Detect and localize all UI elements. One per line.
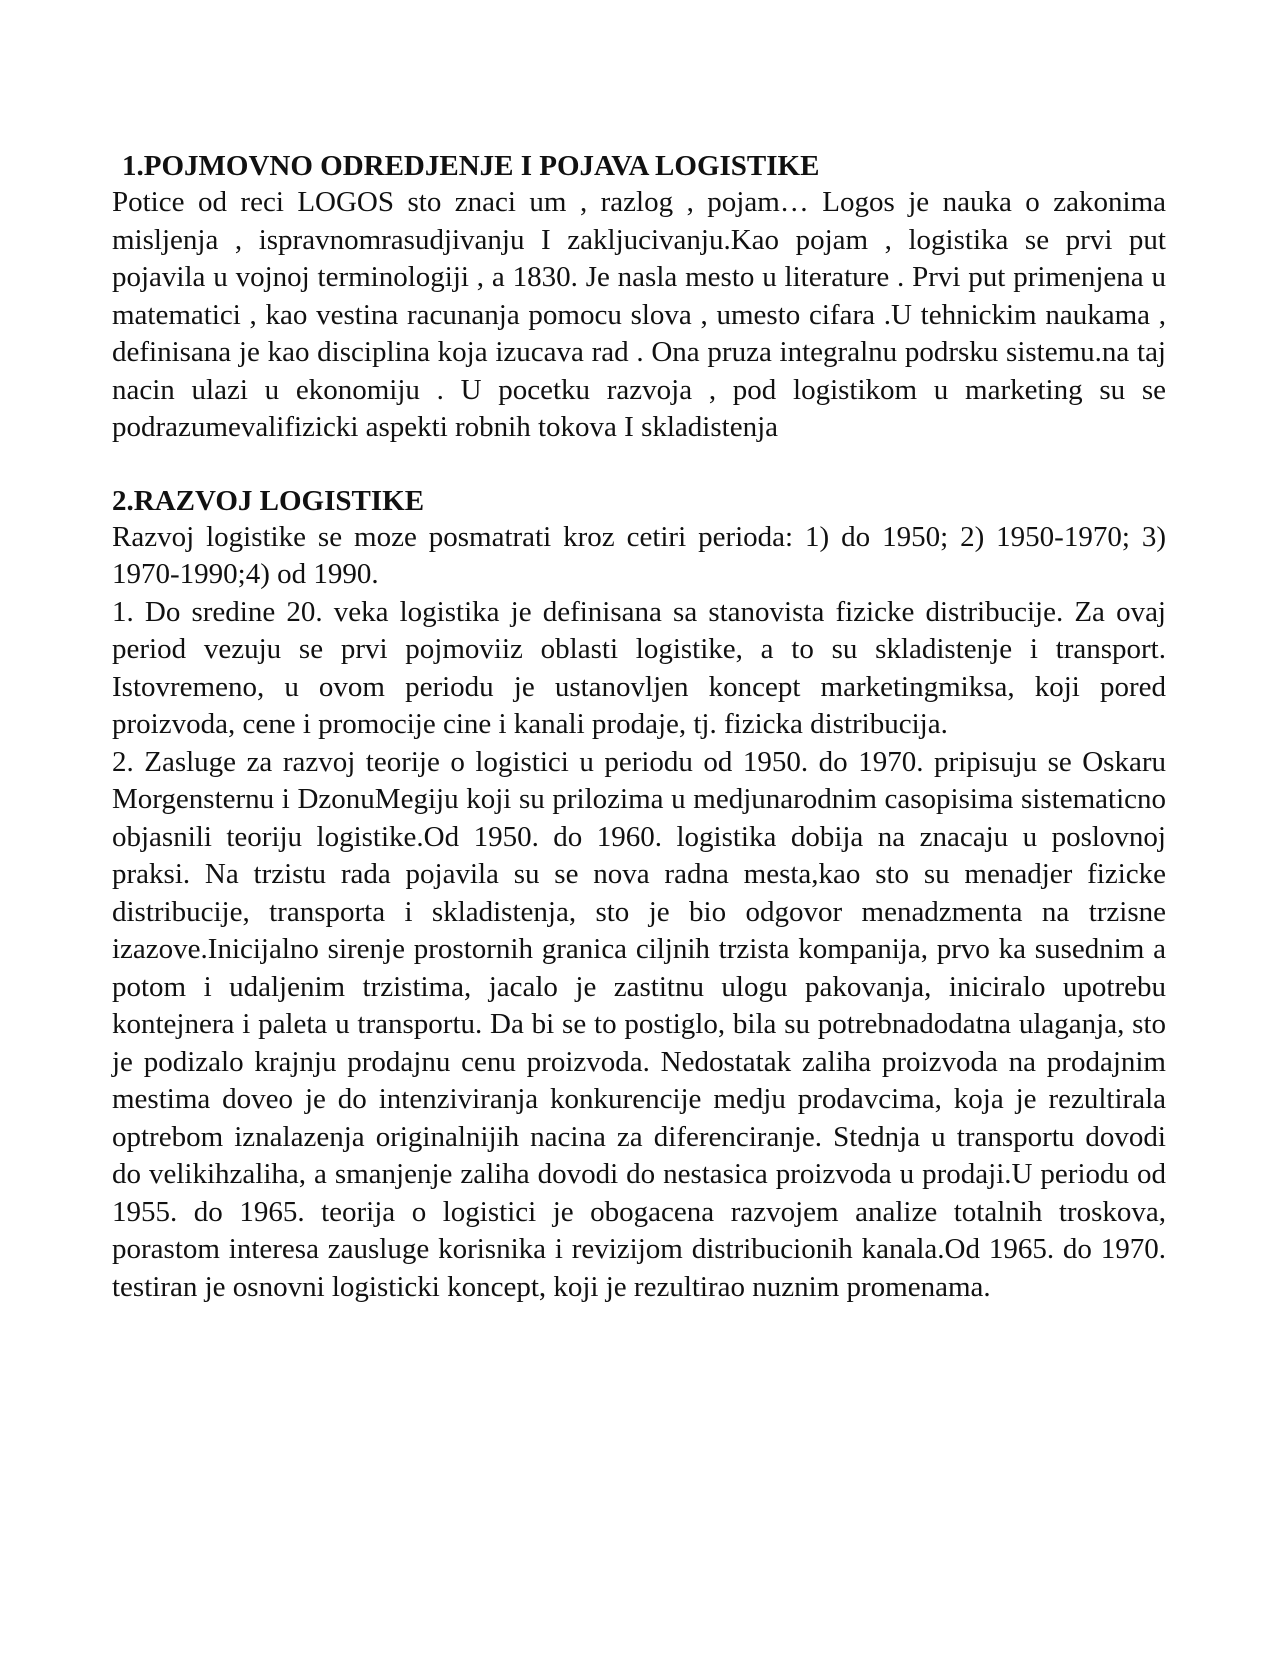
section-2-heading: 2.RAZVOJ LOGISTIKE: [112, 484, 425, 517]
section-1-heading: 1.POJMOVNO ODREDJENJE I POJAVA LOGISTIKE: [122, 150, 820, 182]
document-page: [112, 148, 1166, 1306]
section-2-period-2-paragraph: 2. Zasluge za razvoj teorije o logistici u periodu od 1950. do 1970. pripisuju se Oskaru Morgensternu i DzonuMegiju koji su prilozima u medjunarodnim casopisima sistematicno objasnili teoriju logistike.Od 1950. do 1960. logistika dobija na znacaju u poslovnoj praksi. Na trzistu rada pojavila su se nova radna mesta,kao sto su menadjer fizicke distribucije, transporta i skladistenja, sto je bio odgovor menadzmenta na trzisne izazove.Inicijalno sirenje prostornih granica ciljnih trzista kompanija, prvo ka susednim a potom i udaljenim trzistima, jacalo je zastitnu ulogu pakovanja, iniciralo upotrebu kontejnera i paleta u transportu. Da bi se to postiglo, bila su potrebnadodatna ulaganja, sto je podizalo krajnju prodajnu cenu proizvoda. Nedostatak zaliha proizvoda na prodajnim mestima doveo je do intenziviranja konkurencije medju prodavcima, koja je rezultirala optrebom iznalazenja originalnijih nacina za diferenciranje. Stednja u transportu dovodi do velikihzaliha, a smanjenje zaliha dovodi do nestasica proizvoda u prodaji.U periodu od 1955. do 1965. teorija o logistici je obogacena razvojem analize totalnih troskova, porastom interesa zausluge korisnika i revizijom distribucionih kanala.Od 1965. do 1970. testiran je osnovni logisticki koncept, koji je rezultirao nuznim promenama.: [112, 745, 1166, 1303]
section-2-period-1-paragraph: 1. Do sredine 20. veka logistika je definisana sa stanovista fizicke distribucije. Za ovaj period vezuju se prvi pojmoviiz oblasti logistike, a to su skladistenje i transport. Istovremeno, u ovom periodu je ustanovljen koncept marketingmiksa, koji pored proizvoda, cene i promocije cine i kanali prodaje, tj. fizicka distribucija.: [112, 595, 1166, 740]
section-2-intro-paragraph: Razvoj logistike se moze posmatrati kroz cetiri perioda: 1) do 1950; 2) 1950-1970; 3) 1970-1990;4) od 1990.: [112, 520, 1166, 590]
section-1-paragraph: Potice od reci LOGOS sto znaci um , razlog , pojam… Logos je nauka o zakonima misljenja , ispravnomrasudjivanju I zakljucivanju.Kao pojam , logistika se prvi put pojavila u vojnoj terminologiji , a 1830. Je nasla mesto u literature . Prvi put primenjena u matematici , kao vestina racunanja pomocu slova , umesto cifara .U tehnickim naukama , definisana je kao disciplina koja izucava rad . Ona pruza integralnu podrsku sistemu.na taj nacin ulazi u ekonomiju . U pocetku razvoja , pod logistikom u marketing su se podrazumevalifizicki aspekti robnih tokova I skladistenja: [112, 186, 1166, 443]
section-spacer: [112, 447, 1166, 483]
